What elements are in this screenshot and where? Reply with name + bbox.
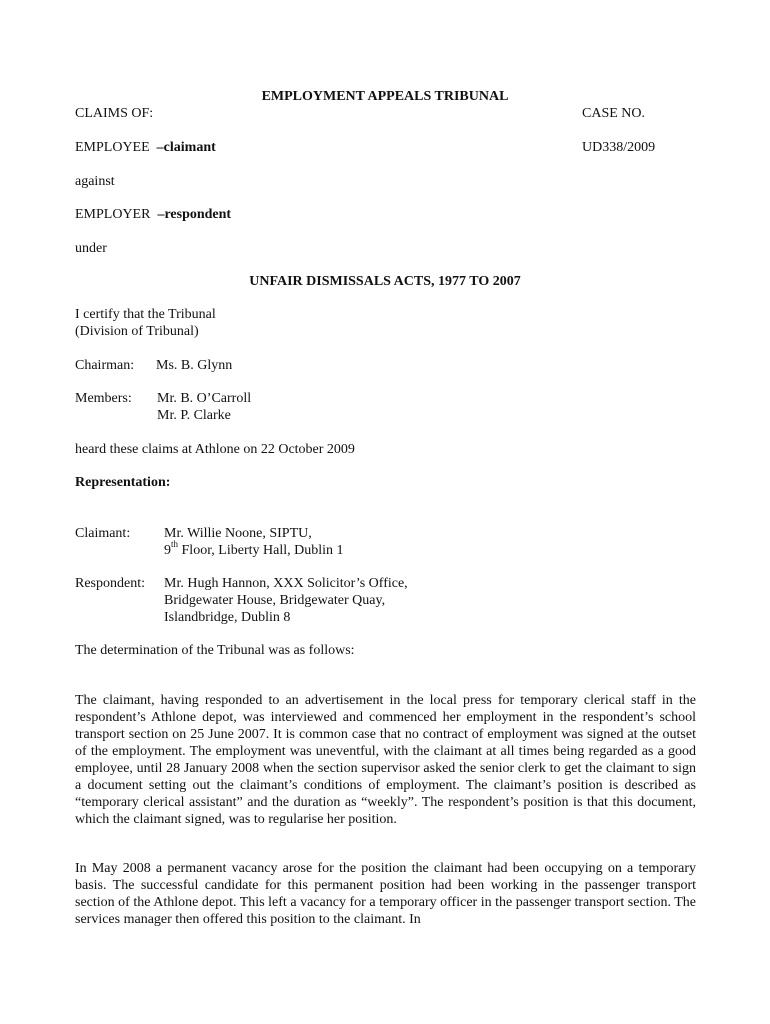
employee-role: –claimant — [156, 140, 216, 155]
act-title: UNFAIR DISMISSALS ACTS, 1977 TO 2007 — [249, 274, 521, 289]
chairman-label: Chairman: — [75, 358, 135, 373]
floor-number: 9 — [164, 543, 171, 558]
heard-line: heard these claims at Athlone on 22 October 2009 — [75, 442, 355, 457]
case-no-label: CASE NO. — [582, 106, 646, 121]
member-2: Mr. P. Clarke — [157, 408, 231, 423]
under-label: under — [75, 241, 107, 256]
claimant-rep-line-1: Mr. Willie Noone, SIPTU, — [164, 526, 312, 541]
determination-intro: The determination of the Tribunal was as follows: — [75, 643, 355, 658]
certify-line-1: I certify that the Tribunal — [75, 307, 216, 322]
case-no-value: UD338/2009 — [582, 140, 656, 155]
paragraph-2: In May 2008 a permanent vacancy arose for the position the claimant had been occupying on a temporary basis. The successful candidate for this permanent position had been working in the passenger transport section of the Athlone depot. This left a vacancy for a temporary officer in the passenger transport section. The services manager then offered this position to the claimant. In — [75, 861, 696, 927]
against-label: against — [75, 174, 115, 189]
employee-name: EMPLOYEE — [75, 140, 150, 155]
paragraph-1: The claimant, having responded to an advertisement in the local press for temporary clerical staff in the respondent’s Athlone depot, was interviewed and commenced her employment in the respondent’s school transport section on 25 June 2007. It is common case that no contract of employment was signed at the outset of the employment. The employment was uneventful, with the claimant at all times being regarded as a good employee, until 28 January 2008 when the section supervisor asked the senior clerk to get the claimant to sign a document setting out the claimant’s conditions of employment. The claimant’s position is described as “temporary clerical assistant” and the duration as “weekly”. The respondent’s position is that this document, which the claimant signed, was to regularise her position. — [75, 693, 696, 827]
members-label: Members: — [75, 391, 132, 406]
respondent-rep-line-1: Mr. Hugh Hannon, XXX Solicitor’s Office, — [164, 576, 408, 591]
respondent-rep-line-3: Islandbridge, Dublin 8 — [164, 610, 291, 625]
employer-line — [75, 206, 231, 223]
certify-line-2: (Division of Tribunal) — [75, 324, 199, 339]
claimant-rep-line-2 — [164, 539, 344, 559]
respondent-rep-line-2: Bridgewater House, Bridgewater Quay, — [164, 593, 386, 608]
representation-heading: Representation: — [75, 475, 171, 490]
respondent-label: Respondent: — [75, 576, 145, 591]
employee-line — [75, 139, 216, 156]
employer-role: –respondent — [157, 207, 232, 222]
claims-of-label: CLAIMS OF: — [75, 106, 154, 121]
employer-name: EMPLOYER — [75, 207, 151, 222]
floor-suffix: th — [171, 539, 179, 550]
tribunal-title: EMPLOYMENT APPEALS TRIBUNAL — [261, 89, 509, 104]
claimant-address: Floor, Liberty Hall, Dublin 1 — [178, 543, 344, 558]
chairman-name: Ms. B. Glynn — [156, 358, 233, 373]
claimant-label: Claimant: — [75, 526, 131, 541]
member-1: Mr. B. O’Carroll — [157, 391, 252, 406]
